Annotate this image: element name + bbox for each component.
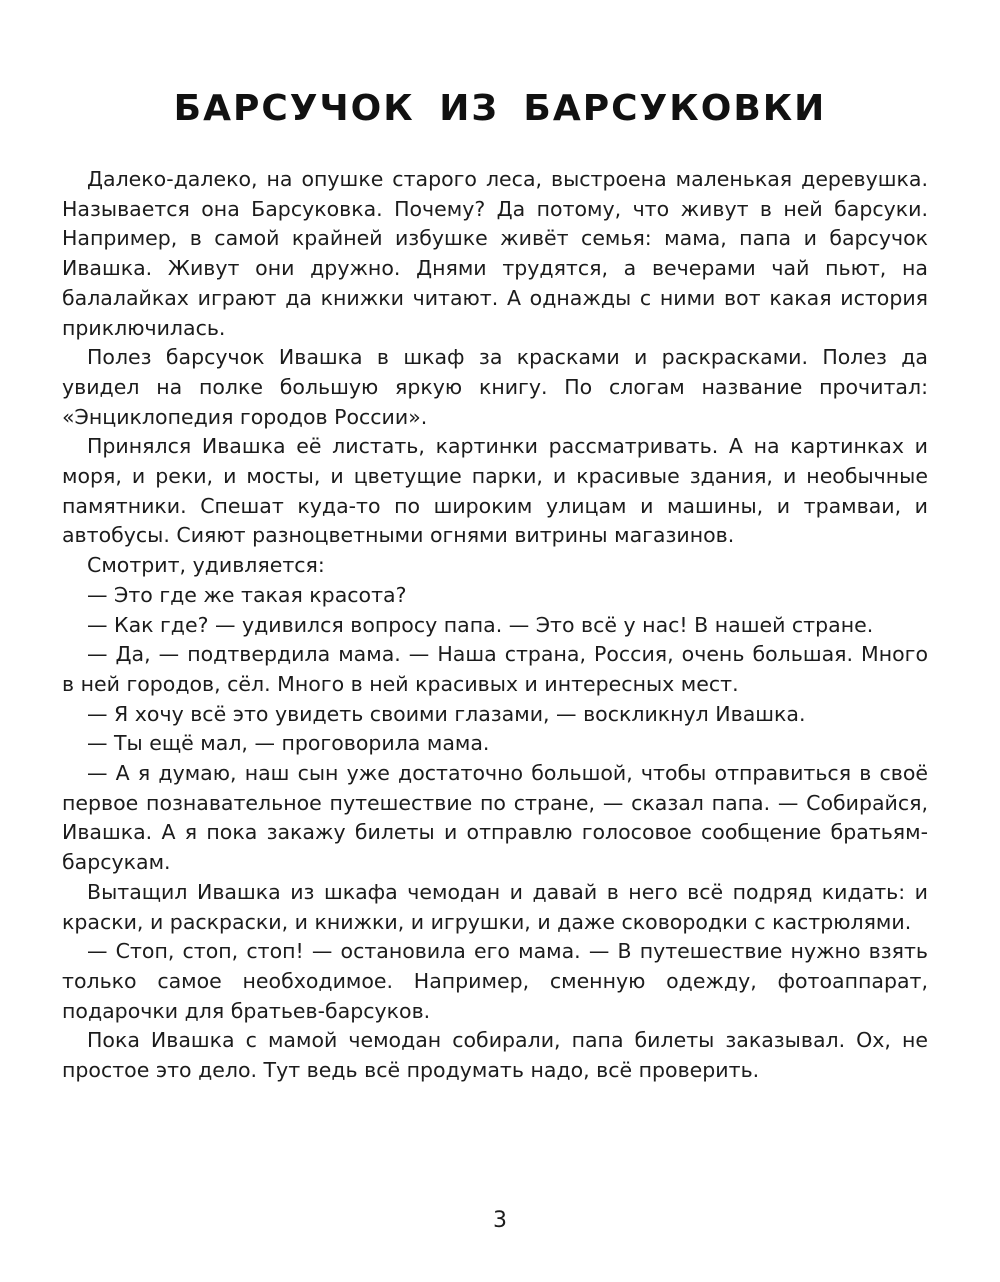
dialogue-line-5: — Ты ещё мал, — проговорила мама. [87,731,490,756]
paragraph-1: Далеко-далеко, на опушке старого леса, выстроена маленькая деревушка. Называется она Барсуковка. Почему? Да потому, что живут в ней барсуки. Например, в самой крайней избушке живёт семья: мама, папа и барсучок Ивашка. Живут они дружно. Днями трудятся, а вечерами чай пьют, на балалайках играют да книжки читают. А однажды с ними вот какая история приключилась. [62,167,928,340]
paragraph-11: Вытащил Ивашка из шкафа чемодан и давай в него всё подряд кидать: и краски, и раскраски, и книжки, и игрушки, и даже сковородки с кастрюлями. [62,879,928,934]
dialogue-line-3: — Да, — подтвердила мама. — Наша страна, Россия, очень большая. Много в ней городов, сёл. Много в ней красивых и интересных мест. [62,642,928,696]
dialogue-line-4: — Я хочу всё это увидеть своими глазами, — воскликнул Ивашка. [87,701,806,726]
paragraph-3: Принялся Ивашка её листать, картинки рассматривать. А на картинках и моря, и реки, и мосты, и цветущие парки, и красивые здания, и необычные памятники. Спешат куда-то по широким улицам и машины, и трамваи, и автобусы. Сияют разноцветными огнями витрины магазинов. [62,434,928,548]
page-number: 3 [493,1208,507,1233]
paragraph-4: Смотрит, удивляется: [87,553,325,578]
page-title: БАРСУЧОК ИЗ БАРСУКОВКИ [173,88,827,129]
dialogue-line-1: — Это где же такая красота? [87,582,407,607]
dialogue-line-2: — Как где? — удивился вопросу папа. — Это всё у нас! В нашей стране. [87,612,874,637]
paragraph-2: Полез барсучок Ивашка в шкаф за красками и раскрасками. Полез да увидел на полке большую яркую книгу. По слогам название прочитал: «Энциклопедия городов России». [62,345,928,429]
paragraph-13: Пока Ивашка с мамой чемодан собирали, папа билеты заказывал. Ох, не простое это дело. Тут ведь всё продумать надо, всё проверить. [62,1028,928,1083]
dialogue-line-7: — Стоп, стоп, стоп! — остановила его мама. — В путешествие нужно взять только самое необходимое. Например, сменную одежду, фотоаппарат, подарочки для братьев-барсуков. [62,939,928,1023]
dialogue-line-6: — А я думаю, наш сын уже достаточно большой, чтобы отправиться в своё первое познавательное путешествие по стране, — сказал папа. — Собирайся, Ивашка. А я пока закажу билеты и отправлю голосовое сообщение братьям-барсукам. [62,761,928,875]
story-text [62,165,928,1086]
